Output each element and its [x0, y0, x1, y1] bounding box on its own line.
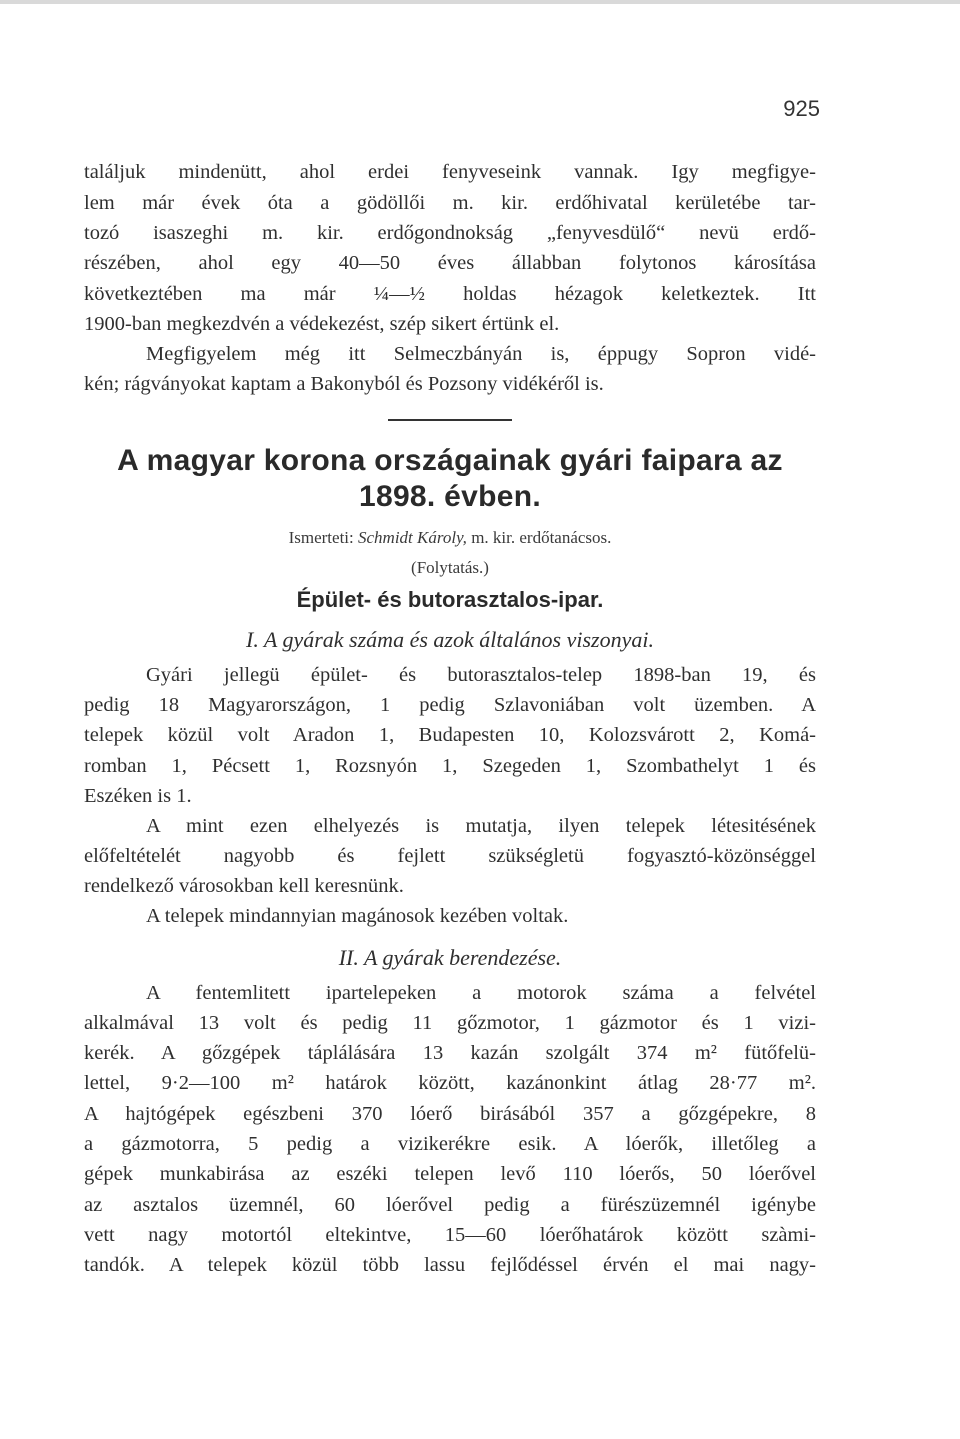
text-line: telepek közül volt Aradon 1, Budapesten 10, Kolozsvárott 2, Komá- [84, 724, 816, 746]
text-line: előfeltételét nagyobb és fejlett szükségletü fogyasztó-közönséggel [84, 845, 816, 867]
text-line: az asztalos üzemnél, 60 lóerővel pedig a fürészüzemnél igénybe [84, 1194, 816, 1216]
text-line: találjuk mindenütt, ahol erdei fenyveseink vannak. Igy megfigye- [84, 161, 816, 183]
page-number: 925 [783, 96, 820, 121]
text-line: a gázmotorra, 5 pedig a vizikerékre esik. A lóerők, illetőleg a [84, 1133, 816, 1155]
text-line: gépek munkabirása az eszéki telepen levő 110 lóerős, 50 lóerővel [84, 1163, 816, 1185]
text-line: A mint ezen elhelyezés is mutatja, ilyen telepek létesitésének [146, 815, 816, 837]
text-line: kén; rágványokat kaptam a Bakonyból és Pozsony vidékéről is. [84, 373, 604, 395]
text-line: részében, ahol egy 40—50 éves állabban folytonos károsítása [84, 252, 816, 274]
text-line: lettel, 9·2—100 m² határok között, kazánonkint átlag 28·77 m². [84, 1072, 816, 1094]
article-title: A magyar korona országainak gyári faipara az [117, 444, 783, 477]
text-line: alkalmával 13 volt és pedig 11 gőzmotor, 1 gázmotor és 1 vizi- [84, 1012, 816, 1034]
byline [84, 526, 816, 550]
text-line: vett nagy motortól eltekintve, 15—60 lóerőhatárok között szàmi- [84, 1224, 816, 1246]
text-line: Gyári jellegü épület- és butorasztalos-telep 1898-ban 19, és [146, 664, 816, 686]
text-line: tandók. A telepek közül több lassu fejlődéssel érvén el mai nagy- [84, 1254, 816, 1276]
text-line: A telepek mindannyian magánosok kezében voltak. [146, 905, 569, 927]
byline-suffix: m. kir. erdőtanácsos. [471, 528, 612, 547]
text-line: A fentemlitett ipartelepeken a motorok száma a felvétel [146, 982, 816, 1004]
continued-note: (Folytatás.) [411, 558, 489, 577]
section-heading: II. A gyárak berendezése. [338, 945, 562, 970]
article-subtitle: Épület- és butorasztalos-ipar. [296, 587, 604, 612]
byline-author: Schmidt Károly, [358, 528, 467, 547]
text-line: pedig 18 Magyarországon, 1 pedig Szlavoniában volt üzemben. A [84, 694, 816, 716]
top-edge-line [0, 0, 960, 4]
text-line: lem már évek óta a gödöllői m. kir. erdőhivatal kerületébe tar- [84, 192, 816, 214]
text-line: tozó isaszeghi m. kir. erdőgondnokság „fenyvesdülő“ nevü erdő- [84, 222, 816, 244]
text-line: A hajtógépek egészbeni 370 lóerő birásából 357 a gőzgépekre, 8 [84, 1103, 816, 1125]
text-line: 1900-ban megkezdvén a védekezést, szép sikert értünk el. [84, 313, 560, 335]
article-title-year: 1898. évben. [358, 480, 542, 513]
text-line: rendelkező városokban kell keresnünk. [84, 875, 404, 897]
byline-prefix: Ismerteti: [288, 528, 354, 547]
text-line: Megfigyelem még itt Selmeczbányán is, éppugy Sopron vidé- [146, 343, 816, 365]
text-line: kerék. A gőzgépek táplálására 13 kazán szolgált 374 m² fütőfelü- [84, 1042, 816, 1064]
section-divider [388, 419, 512, 421]
text-line: következtében ma már ¼—½ holdas hézagok keletkeztek. Itt [84, 283, 816, 305]
text-line: romban 1, Pécsett 1, Rozsnyón 1, Szegeden 1, Szombathelyt 1 és [84, 755, 816, 777]
section-heading: I. A gyárak száma és azok általános viszonyai. [246, 627, 654, 652]
text-line: Eszéken is 1. [84, 785, 192, 807]
